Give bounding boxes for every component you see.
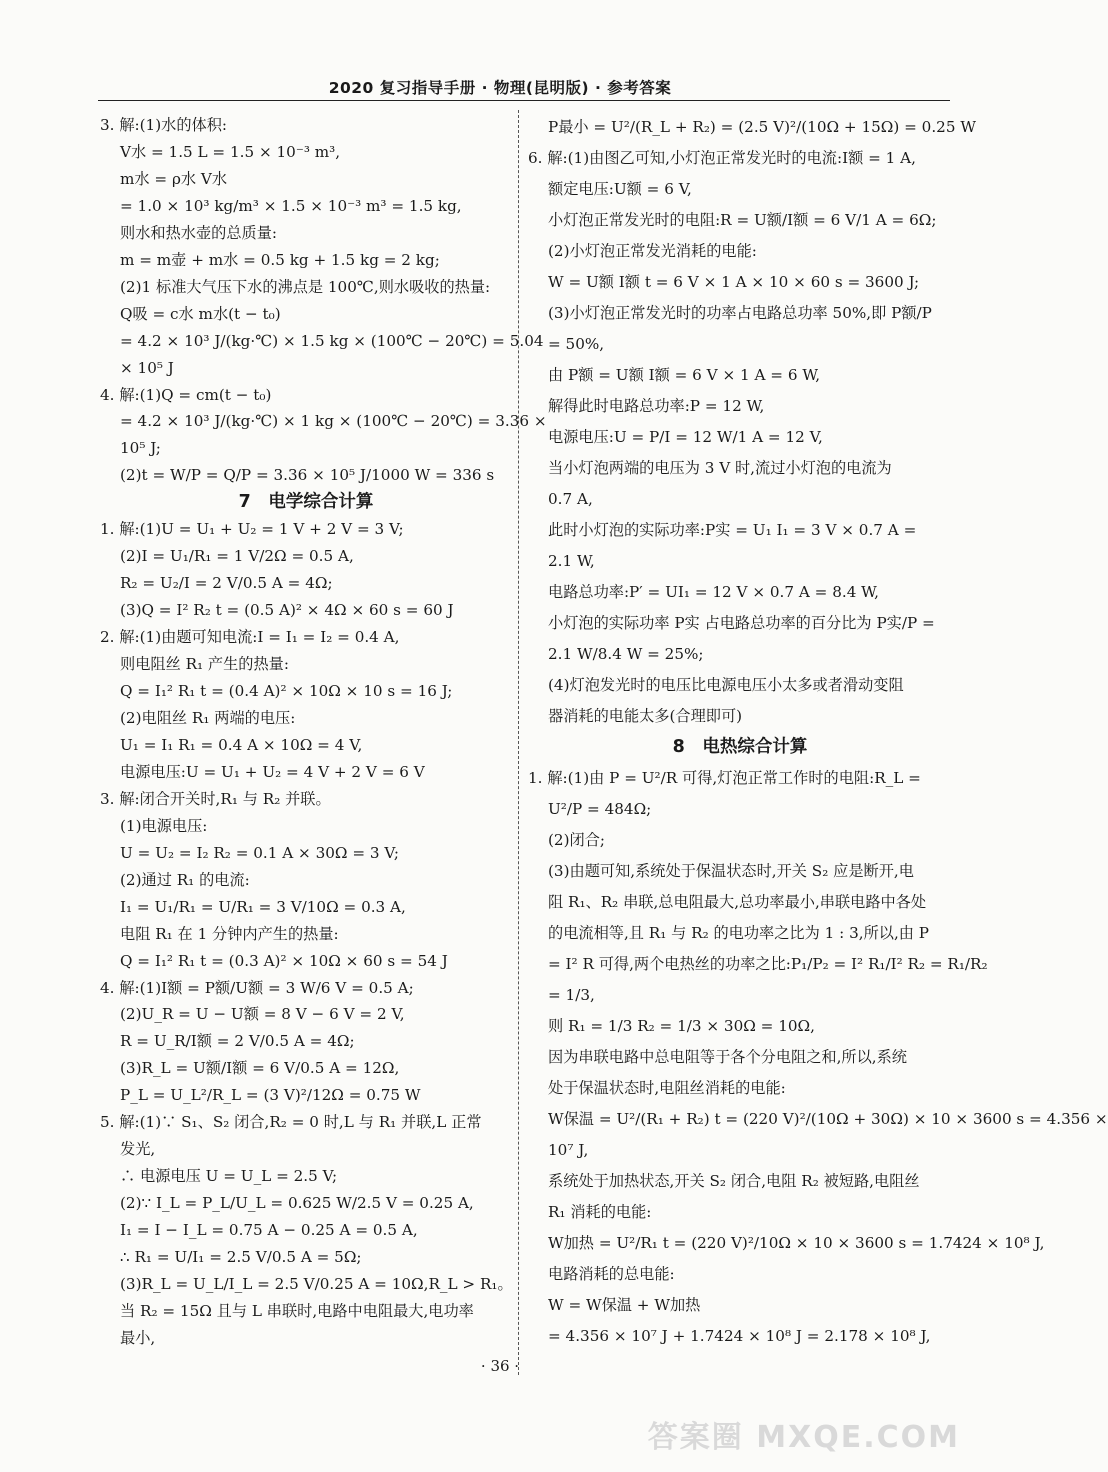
answer-line: × 10⁵ J [120, 358, 174, 377]
answer-line: 1. 解:(1)由 P = U²/R 可得,灯泡正常工作时的电阻:R_L = [528, 769, 921, 787]
answer-line: 电路总功率:P′ = UI₁ = 12 V × 0.7 A = 8.4 W, [548, 583, 879, 601]
answer-line: = 50%, [548, 335, 605, 353]
answer-line: 处于保温状态时,电阻丝消耗的电能: [548, 1079, 786, 1097]
answer-line: (2)小灯泡正常发光消耗的电能: [548, 242, 757, 260]
answer-line: = 1.0 × 10³ kg/m³ × 1.5 × 10⁻³ m³ = 1.5 kg, [120, 196, 462, 215]
answer-line: 2. 解:(1)由题可知电流:I = I₁ = I₂ = 0.4 A, [100, 628, 400, 647]
header-rule [98, 100, 950, 101]
answer-line: 10⁵ J; [120, 439, 161, 458]
answer-line: 0.7 A, [548, 490, 593, 508]
answer-line: Q = I₁² R₁ t = (0.4 A)² × 10Ω × 10 s = 16 J; [120, 682, 453, 701]
answer-line: 则电阻丝 R₁ 产生的热量: [120, 655, 289, 674]
answer-line: 10⁷ J, [548, 1141, 589, 1159]
answer-line: Q吸 = c水 m水(t − t₀) [120, 304, 281, 323]
answer-line: = 4.2 × 10³ J/(kg·℃) × 1.5 kg × (100℃ − 20℃) = 5.04 [120, 331, 544, 350]
answer-line: P最小 = U²/(R_L + R₂) = (2.5 V)²/(10Ω + 15Ω) = 0.25 W [548, 118, 976, 136]
answer-line: (3)R_L = U额/I额 = 6 V/0.5 A = 12Ω, [120, 1059, 400, 1078]
answer-line: 阻 R₁、R₂ 串联,总电阻最大,总功率最小,串联电路中各处 [548, 893, 927, 911]
left-column [100, 112, 547, 1352]
answer-line: 当小灯泡两端的电压为 3 V 时,流过小灯泡的电流为 [548, 459, 892, 477]
answer-line: = 4.2 × 10³ J/(kg·℃) × 1 kg × (100℃ − 20℃) = 3.36 × [120, 412, 547, 431]
answer-line: 则 R₁ = 1/3 R₂ = 1/3 × 30Ω = 10Ω, [548, 1017, 815, 1035]
watermark: 答案圈 MXQE.COM [647, 1420, 960, 1455]
answer-line: 2.1 W/8.4 W = 25%; [548, 645, 704, 663]
answer-line: (4)灯泡发光时的电压比电源电压小太多或者滑动变阻 [548, 676, 904, 694]
answer-line: 的电流相等,且 R₁ 与 R₂ 的电功率之比为 1 : 3,所以,由 P [548, 924, 930, 942]
answer-line: = 1/3, [548, 986, 595, 1004]
answer-line: W加热 = U²/R₁ t = (220 V)²/10Ω × 10 × 3600 s = 1.7424 × 10⁸ J, [548, 1234, 1045, 1252]
answer-line: 小灯泡的实际功率 P实 占电路总功率的百分比为 P实/P = [548, 614, 935, 632]
answer-line: (2)1 标准大气压下水的沸点是 100℃,则水吸收的热量: [120, 277, 491, 296]
answer-line: 电源电压:U = U₁ + U₂ = 4 V + 2 V = 6 V [120, 762, 425, 781]
answer-line: (2)U_R = U − U额 = 8 V − 6 V = 2 V, [120, 1005, 405, 1024]
answer-line: 4. 解:(1)Q = cm(t − t₀) [100, 385, 272, 404]
answer-line: U₁ = I₁ R₁ = 0.4 A × 10Ω = 4 V, [120, 735, 363, 754]
answer-line: 电源电压:U = P/I = 12 W/1 A = 12 V, [548, 428, 823, 446]
answer-line: m水 = ρ水 V水 [120, 169, 228, 188]
answer-line: m = m壶 + m水 = 0.5 kg + 1.5 kg = 2 kg; [120, 250, 440, 269]
answer-line: R₁ 消耗的电能: [548, 1203, 652, 1221]
answer-line: U = U₂ = I₂ R₂ = 0.1 A × 30Ω = 3 V; [120, 843, 399, 862]
answer-line: R = U_R/I额 = 2 V/0.5 A = 4Ω; [120, 1032, 355, 1051]
page-number: · 36 · [480, 1357, 520, 1375]
answer-line: 器消耗的电能太多(合理即可) [548, 707, 743, 725]
answer-line: 2.1 W, [548, 552, 595, 570]
answer-line: 因为串联电路中总电阻等于各个分电阻之和,所以,系统 [548, 1048, 907, 1066]
answer-line: = I² R 可得,两个电热丝的功率之比:P₁/P₂ = I² R₁/I² R₂ = R₁/R₂ [548, 955, 988, 973]
answer-line: 由 P额 = U额 I额 = 6 V × 1 A = 6 W, [548, 366, 821, 384]
answer-line: (2)闭合; [548, 831, 606, 849]
answer-line: ∴ R₁ = U/I₁ = 2.5 V/0.5 A = 5Ω; [120, 1248, 362, 1267]
answer-line: 5. 解:(1)∵ S₁、S₂ 闭合,R₂ = 0 时,L 与 R₁ 并联,L 正常 [100, 1113, 482, 1132]
answer-line: 6. 解:(1)由图乙可知,小灯泡正常发光时的电流:I额 = 1 A, [528, 149, 916, 167]
answer-line: (3)Q = I² R₂ t = (0.5 A)² × 4Ω × 60 s = 60 J [120, 601, 454, 620]
answer-line: (2)t = W/P = Q/P = 3.36 × 10⁵ J/1000 W = 336 s [120, 466, 495, 485]
answer-line: 当 R₂ = 15Ω 且与 L 串联时,电路中电阻最大,电功率 [120, 1301, 474, 1320]
answer-line: I₁ = U₁/R₁ = U/R₁ = 3 V/10Ω = 0.3 A, [120, 897, 406, 916]
running-header: 2020 复习指导手册 · 物理(昆明版) · 参考答案 [328, 79, 672, 97]
answer-line: 电路消耗的总电能: [548, 1265, 675, 1283]
answer-line: V水 = 1.5 L = 1.5 × 10⁻³ m³, [120, 142, 341, 161]
answer-line: 最小, [120, 1328, 156, 1347]
answer-line: (2)∵ I_L = P_L/U_L = 0.625 W/2.5 V = 0.25 A, [120, 1194, 474, 1213]
answer-line: (3)由题可知,系统处于保温状态时,开关 S₂ 应是断开,电 [548, 862, 914, 880]
column-separator [518, 110, 519, 1375]
answer-line: (3)R_L = U_L/I_L = 2.5 V/0.25 A = 10Ω,R_L > R₁。 [120, 1274, 513, 1293]
answer-line: 系统处于加热状态,开关 S₂ 闭合,电阻 R₂ 被短路,电阻丝 [548, 1172, 920, 1190]
answer-line: 此时小灯泡的实际功率:P实 = U₁ I₁ = 3 V × 0.7 A = [548, 521, 917, 539]
answer-line: 电阻 R₁ 在 1 分钟内产生的热量: [120, 924, 339, 943]
answer-line: R₂ = U₂/I = 2 V/0.5 A = 4Ω; [120, 574, 333, 593]
answer-line: 3. 解:闭合开关时,R₁ 与 R₂ 并联。 [100, 789, 331, 808]
answer-line: (1)电源电压: [120, 816, 208, 835]
answer-line: U²/P = 484Ω; [548, 800, 652, 818]
answer-line: 则水和热水壶的总质量: [120, 223, 277, 242]
answer-line: 发光, [120, 1140, 156, 1159]
answer-line: 4. 解:(1)I额 = P额/U额 = 3 W/6 V = 0.5 A; [100, 978, 414, 997]
section-heading: 8 电热综合计算 [672, 737, 808, 757]
answer-line: (2)I = U₁/R₁ = 1 V/2Ω = 0.5 A, [120, 547, 354, 566]
answer-line: I₁ = I − I_L = 0.75 A − 0.25 A = 0.5 A, [120, 1221, 418, 1240]
answer-line: (2)电阻丝 R₁ 两端的电压: [120, 708, 296, 727]
section-heading: 7 电学综合计算 [238, 492, 374, 513]
answer-line: = 4.356 × 10⁷ J + 1.7424 × 10⁸ J = 2.178 × 10⁸ J, [548, 1327, 931, 1345]
answer-line: 3. 解:(1)水的体积: [100, 116, 228, 134]
answer-line: (3)小灯泡正常发光时的功率占电路总功率 50%,即 P额/P [548, 304, 932, 322]
answer-line: 额定电压:U额 = 6 V, [548, 180, 692, 198]
answer-line: (2)通过 R₁ 的电流: [120, 870, 250, 889]
answer-line: Q = I₁² R₁ t = (0.3 A)² × 10Ω × 60 s = 54 J [120, 951, 448, 970]
answer-line: W = W保温 + W加热 [548, 1296, 701, 1314]
answer-line: 1. 解:(1)U = U₁ + U₂ = 1 V + 2 V = 3 V; [100, 520, 404, 539]
answer-line: 解得此时电路总功率:P = 12 W, [548, 397, 765, 415]
answer-line: P_L = U_L²/R_L = (3 V)²/12Ω = 0.75 W [120, 1086, 421, 1105]
answer-line: W保温 = U²/(R₁ + R₂) t = (220 V)²/(10Ω + 30Ω) × 10 × 3600 s = 4.356 × [548, 1110, 1108, 1128]
answer-line: W = U额 I额 t = 6 V × 1 A × 10 × 60 s = 3600 J; [548, 273, 920, 291]
answer-line: ∴ 电源电压 U = U_L = 2.5 V; [120, 1167, 338, 1186]
right-column [528, 112, 1108, 1352]
answer-line: 小灯泡正常发光时的电阻:R = U额/I额 = 6 V/1 A = 6Ω; [548, 211, 937, 229]
